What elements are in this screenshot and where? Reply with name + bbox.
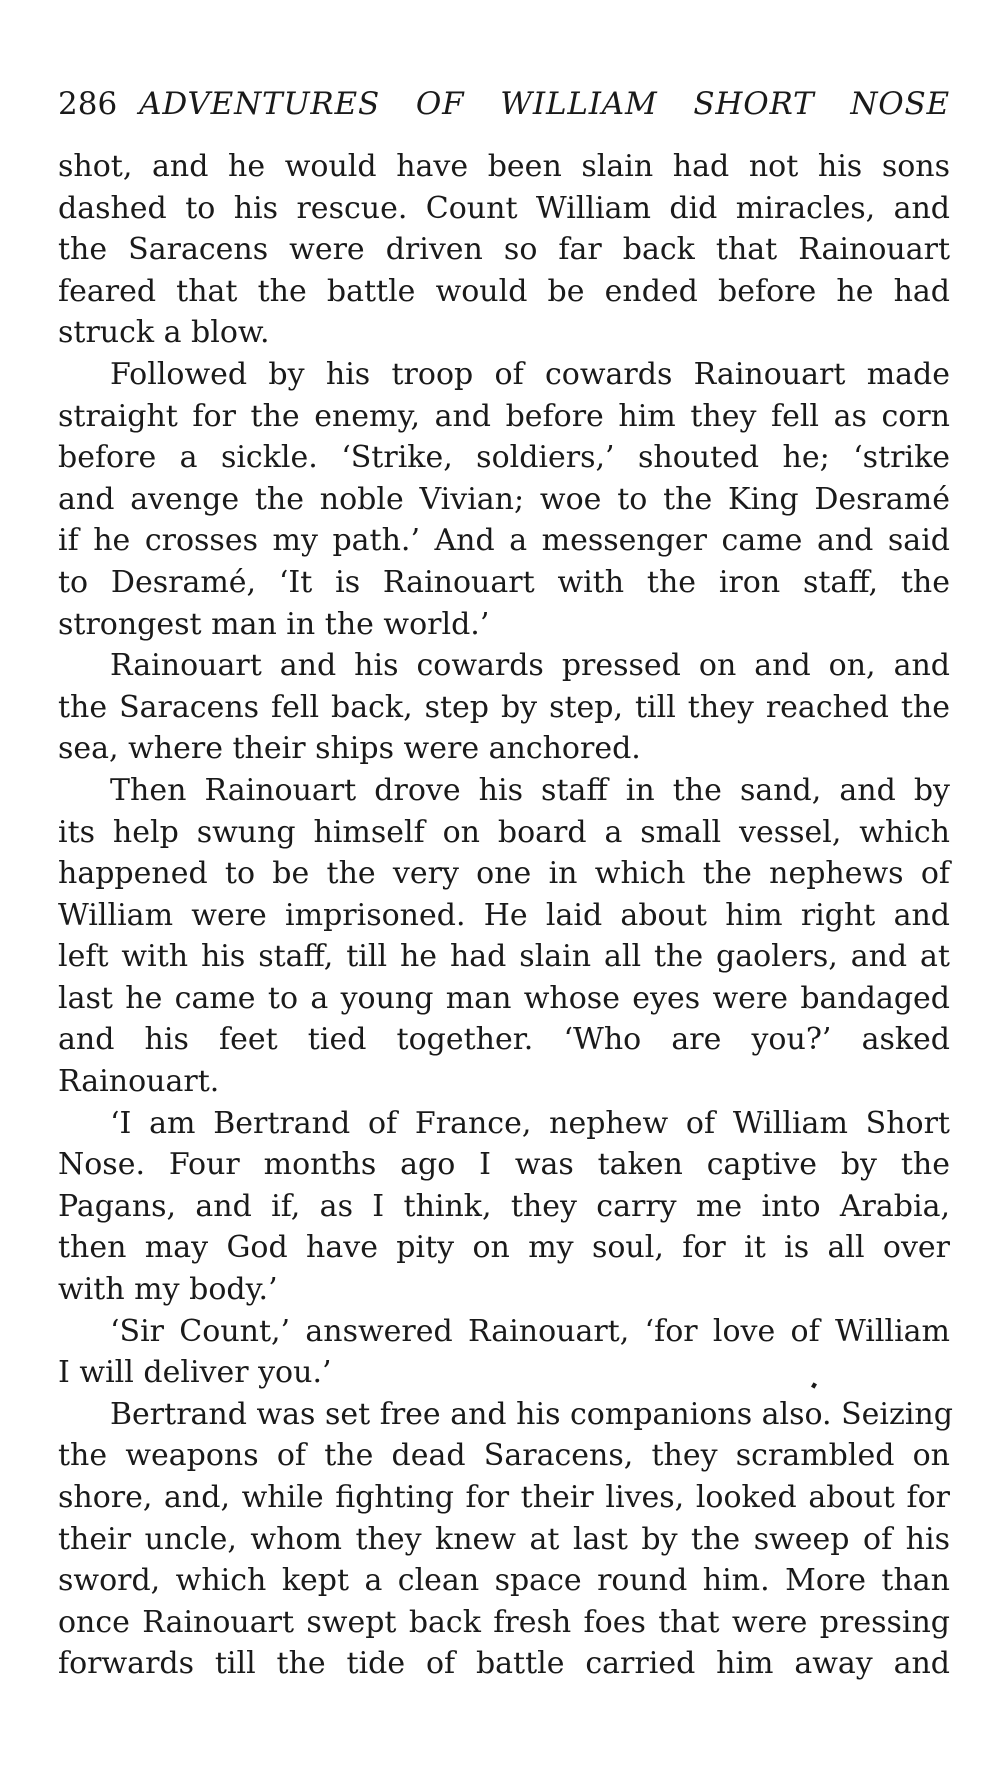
text-line: the Saracens fell back, step by step, till they reached the xyxy=(58,689,950,725)
text-line: sea, where their ships were anchored. xyxy=(58,731,641,767)
text-line: Rainouart. xyxy=(58,1064,220,1100)
text-line: with my body.’ xyxy=(58,1272,278,1308)
text-line: Bertrand was set free and his companions also. Seizing xyxy=(110,1396,953,1432)
text-line: Followed by his troop of cowards Rainouart made xyxy=(110,356,950,392)
text-line: its help swung himself on board a small vessel, which xyxy=(58,814,950,850)
text-line: I will deliver you.’ xyxy=(58,1355,332,1391)
text-line: William were imprisoned. He laid about him right and xyxy=(58,897,950,933)
text-line: then may God have pity on my soul, for it is all over xyxy=(58,1230,950,1266)
text-line: ‘Sir Count,’ answered Rainouart, ‘for love of William xyxy=(110,1313,950,1349)
text-line: once Rainouart swept back fresh foes that were pressing xyxy=(58,1604,950,1640)
text-line: ‘I am Bertrand of France, nephew of William Short xyxy=(110,1105,950,1141)
text-line: and avenge the noble Vivian; woe to the King Desramé xyxy=(58,481,950,517)
text-line: the Saracens were driven so far back that Rainouart xyxy=(58,232,950,268)
book-page xyxy=(58,84,953,1685)
text-line: straight for the enemy, and before him they fell as corn xyxy=(58,398,950,434)
text-line: struck a blow. xyxy=(58,315,270,351)
text-line: Rainouart and his cowards pressed on and on, and xyxy=(110,648,950,684)
text-line: left with his staff, till he had slain all the gaolers, and at xyxy=(58,939,950,975)
page-number: 286 xyxy=(58,86,118,122)
text-line: last he came to a young man whose eyes were bandaged xyxy=(58,980,950,1016)
text-line: strongest man in the world.’ xyxy=(58,606,490,642)
running-title: ADVENTURES OF WILLIAM SHORT NOSE xyxy=(139,86,950,122)
text-line: shot, and he would have been slain had not his sons xyxy=(58,149,950,184)
text-line: Pagans, and if, as I think, they carry me into Arabia, xyxy=(58,1188,950,1224)
text-line: happened to be the very one in which the nephews of xyxy=(58,856,950,892)
text-line: and his feet tied together. ‘Who are you?’ asked xyxy=(58,1022,950,1058)
running-head xyxy=(58,84,950,124)
text-line: Then Rainouart drove his staff in the sand, and by xyxy=(110,772,950,808)
text-line: forwards till the tide of battle carried him away and xyxy=(58,1646,950,1682)
body-text xyxy=(58,146,953,1685)
text-line: if he crosses my path.’ And a messenger came and said xyxy=(58,523,950,559)
text-line: to Desramé, ‘It is Rainouart with the iron staff, the xyxy=(58,564,950,600)
text-line: feared that the battle would be ended before he had xyxy=(58,273,950,309)
text-line: dashed to his rescue. Count William did miracles, and xyxy=(58,190,950,226)
text-line: Nose. Four months ago I was taken captive by the xyxy=(58,1147,950,1183)
text-line: shore, and, while fighting for their lives, looked about for xyxy=(58,1480,950,1515)
text-line: before a sickle. ‘Strike, soldiers,’ shouted he; ‘strike xyxy=(58,440,950,476)
text-line: sword, which kept a clean space round him. More than xyxy=(58,1563,950,1599)
text-line: the weapons of the dead Saracens, they scrambled on xyxy=(58,1438,950,1474)
text-line: their uncle, whom they knew at last by the sweep of his xyxy=(58,1521,950,1557)
